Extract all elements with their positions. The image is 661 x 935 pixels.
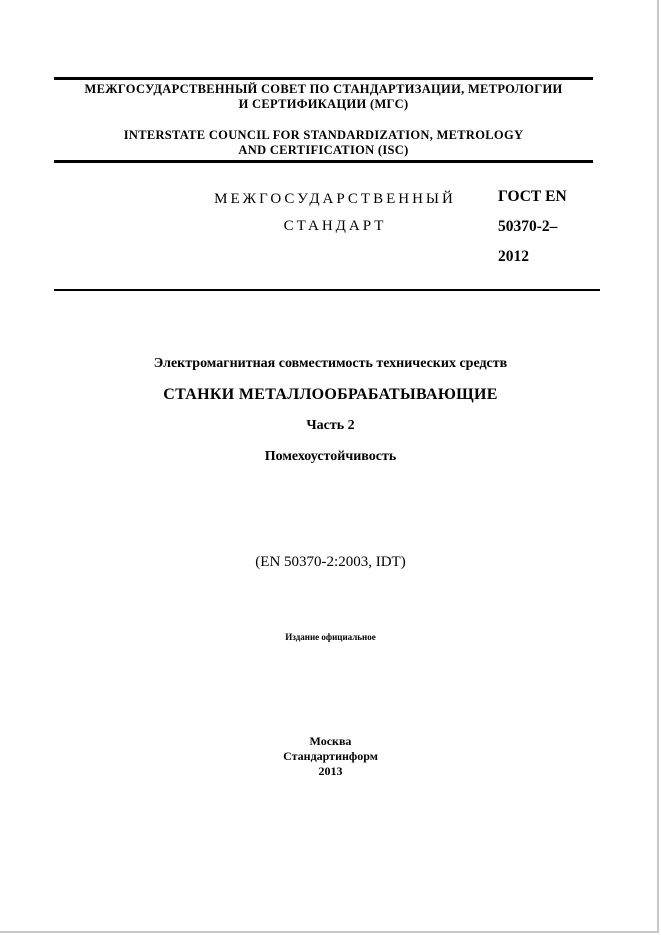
top-rule (54, 77, 593, 80)
imprint (0, 734, 661, 779)
designation-line2: 50370-2– (498, 218, 558, 235)
standard-type-line2: СТАНДАРТ (283, 218, 387, 234)
council-name-ru (54, 82, 593, 112)
imprint-year: 2013 (318, 764, 343, 778)
title-part: Часть 2 (306, 418, 355, 433)
title-line1: Электромагнитная совместимость технических средств (153, 356, 508, 371)
title-subject: Помехоустойчивость (264, 449, 397, 464)
council-ru-line1: МЕЖГОСУДАРСТВЕННЫЙ СОВЕТ ПО СТАНДАРТИЗАЦИИ, МЕТРОЛОГИИ (84, 82, 563, 96)
title-line2: СТАНКИ МЕТАЛЛООБРАБАТЫВАЮЩИЕ (163, 386, 498, 403)
edition-note: Издание официальное (285, 632, 376, 642)
council-en-line2: AND CERTIFICATION (ISC) (238, 143, 409, 157)
designation-line3: 2012 (498, 248, 529, 265)
middle-rule (54, 160, 593, 163)
standard-designation (498, 182, 608, 272)
standard-type-line1: МЕЖГОСУДАРСТВЕННЫЙ (214, 191, 456, 207)
council-en-line1: INTERSTATE COUNCIL FOR STANDARDIZATION, METROLOGY (123, 128, 524, 142)
council-ru-line2: И СЕРТИФИКАЦИИ (МГС) (238, 97, 409, 111)
council-name-en (54, 128, 593, 158)
imprint-publisher: Стандартинформ (283, 749, 378, 763)
identity-statement: (EN 50370-2:2003, IDT) (255, 554, 406, 570)
imprint-city: Москва (309, 734, 352, 748)
bottom-rule (54, 289, 600, 291)
designation-line1: ГОСТ EN (498, 188, 567, 205)
